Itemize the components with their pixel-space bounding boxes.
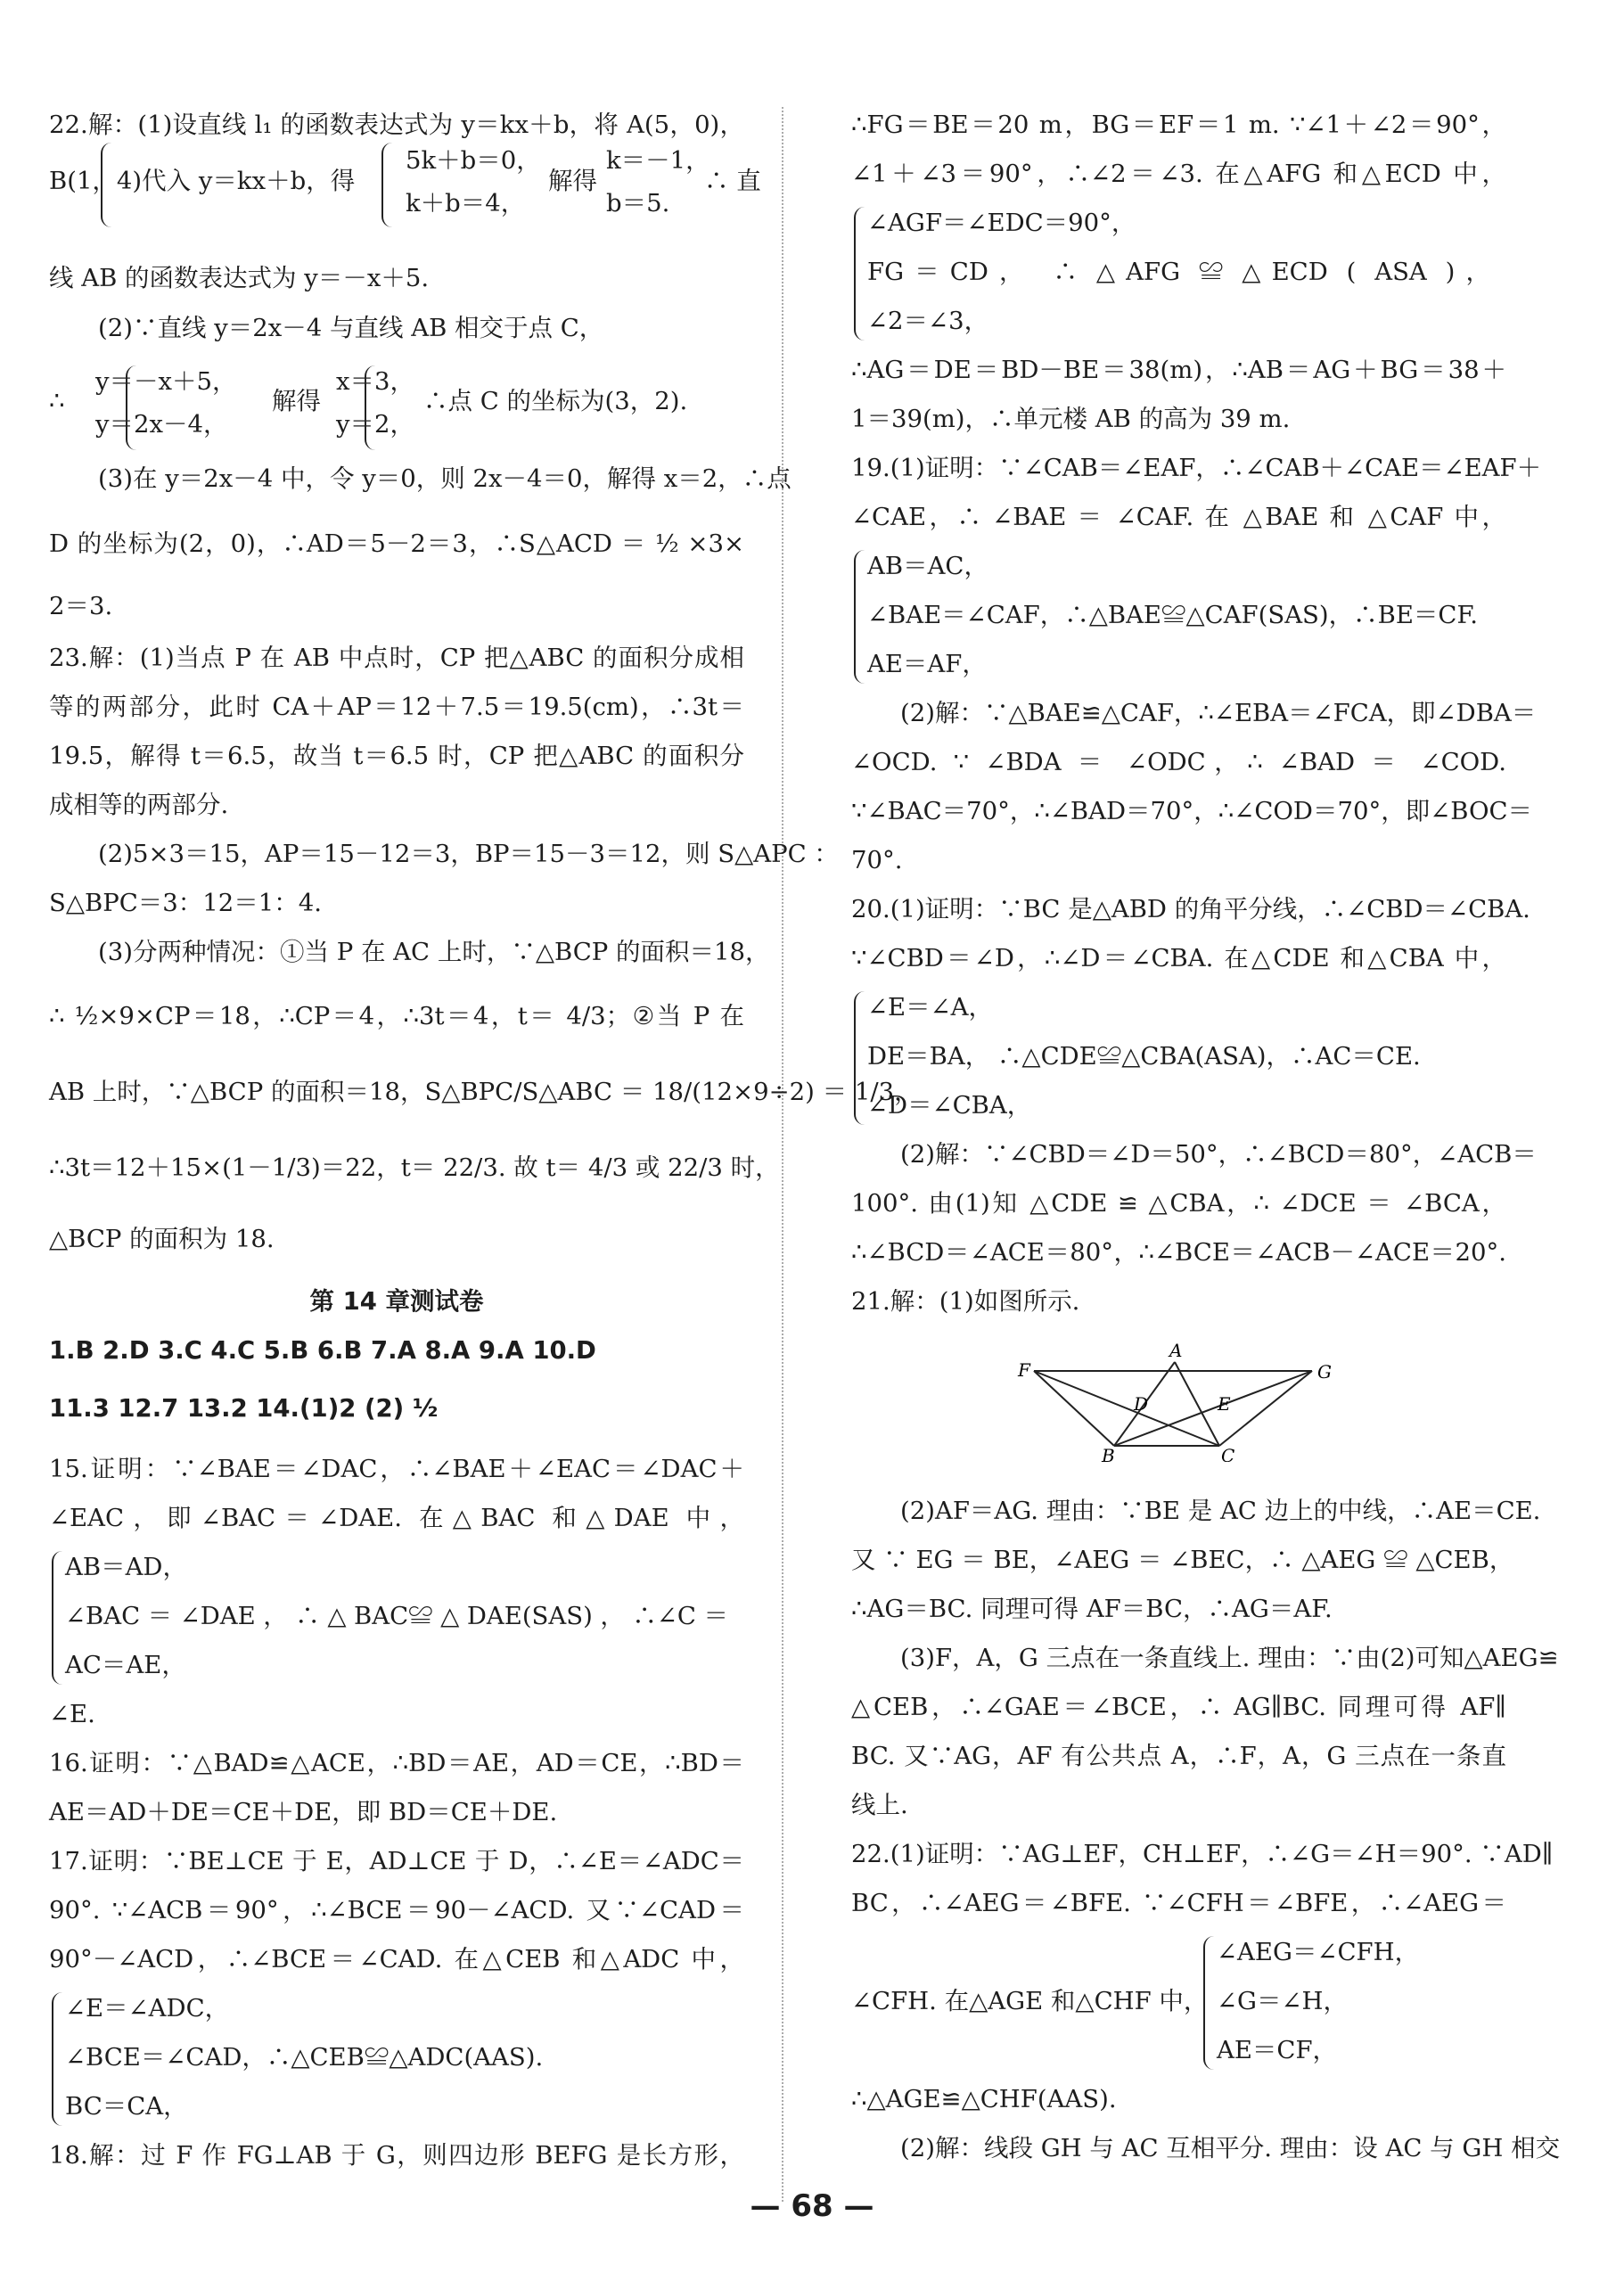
text-line: AE＝AD＋DE＝CE＋DE，即 BD＝CE＋DE. — [49, 1798, 558, 1826]
text-line: 等的两部分，此时 CA＋AP＝12＋7.5＝19.5(cm)，∴3t＝ — [49, 693, 744, 721]
text-line: 线 AB 的函数表达式为 y＝－x＋5. — [49, 264, 430, 292]
text-line: AB 上时，∵△BCP 的面积＝18，S△BPC/S△ABC ＝ 18/(12×9÷2) ＝ 1/3， — [49, 1078, 919, 1106]
text-line: (2)5×3＝15，AP＝15－12＝3，BP＝15－3＝12，则 S△APC ： — [98, 840, 839, 868]
text-line: 线上. — [851, 1791, 908, 1819]
text-line: ∠D＝∠CBA， — [867, 1091, 1032, 1120]
text-line: D 的坐标为(2，0)，∴AD＝5－2＝3，∴S△ACD ＝ ½ ×3× — [49, 529, 744, 558]
text-line: (2)解：∵∠CBD＝∠D＝50°，∴∠BCD＝80°，∠ACB＝ — [900, 1140, 1537, 1169]
text-line: ∠OCD. ∵ ∠BDA ＝ ∠ODC，∴ ∠BAD ＝ ∠COD. — [851, 748, 1506, 776]
text-line: 16.证明：∵△BAD≌△ACE，∴BD＝AE，AD＝CE，∴BD＝ — [49, 1749, 744, 1777]
system-brace — [1203, 1936, 1214, 2070]
text-line: ∴∠BCD＝∠ACE＝80°，∴∠BCE＝∠ACB－∠ACE＝20°. — [851, 1238, 1506, 1267]
text-line: △CEB，∴∠GAE＝∠BCE，∴ AG∥BC. 同理可得 AF∥ — [851, 1693, 1506, 1721]
text-line: BC＝CA， — [65, 2092, 188, 2121]
text-line: ∠BCE＝∠CAD，∴△CEB≌△ADC(AAS). — [65, 2043, 544, 2072]
text-line: 19.(1)证明：∵∠CAB＝∠EAF，∴∠CAB＋∠CAE＝∠EAF＋ — [851, 454, 1542, 482]
text-line: S△BPC＝3：12＝1：4. — [49, 889, 322, 917]
geometry-figure — [1016, 1337, 1355, 1462]
text-line: 成相等的两部分. — [49, 791, 229, 819]
text-line: BC，∴∠AEG＝∠BFE. ∵∠CFH＝∠BFE，∴∠AEG＝ — [851, 1889, 1506, 1917]
system-brace — [854, 207, 865, 341]
text-line: ∴点 C 的坐标为(3，2). — [423, 387, 688, 415]
text-line: 23.解：(1)当点 P 在 AB 中点时，CP 把△ABC 的面积分成相 — [49, 644, 744, 672]
text-line: 解得 — [548, 167, 597, 195]
text-line: AE＝CF， — [1217, 2036, 1338, 2064]
text-line: ∠AEG＝∠CFH， — [1217, 1938, 1420, 1966]
page-number: — 68 — — [750, 2188, 874, 2224]
text-line: (3)分两种情况：①当 P 在 AC 上时，∵△BCP 的面积＝18， — [98, 938, 770, 966]
text-line: 1＝39(m)，∴单元楼 AB 的高为 39 m. — [851, 405, 1291, 433]
text-line: ∠AGF＝∠EDC＝90°， — [867, 209, 1136, 237]
text-line: ∠EAC，即∠BAC＝∠DAE. 在△BAC 和△DAE 中， — [49, 1504, 744, 1532]
text-line: 解得 — [272, 387, 321, 415]
text-line: k＝－1， — [606, 146, 710, 175]
text-line: ∠BAC＝∠DAE，∴△BAC≌△DAE(SAS)，∴∠C＝ — [65, 1602, 728, 1630]
text-line: ∴△AGE≌△CHF(AAS). — [851, 2085, 1117, 2113]
text-line: 22.解：(1)设直线 l₁ 的函数表达式为 y＝kx＋b，将 A(5，0)， — [49, 111, 744, 139]
label-G: G — [1317, 1361, 1332, 1383]
text-line: DE＝BA， ∴△CDE≌△CBA(ASA)，∴AC＝CE. — [867, 1042, 1421, 1071]
text-line: 21.解：(1)如图所示. — [851, 1287, 1080, 1316]
text-line: FG＝CD， ∴ △AFG ≌ △ECD ( ASA )， — [867, 258, 1490, 286]
label-B: B — [1102, 1445, 1115, 1462]
label-F: F — [1018, 1359, 1030, 1381]
answers-row-2: 11.3 12.7 13.2 14.(1)2 (2) ½ — [49, 1394, 439, 1423]
system-brace — [381, 143, 392, 227]
text-line: y＝－x＋5， — [95, 367, 237, 396]
text-line: b＝5. — [606, 189, 670, 217]
text-line: AC＝AE， — [65, 1651, 186, 1679]
text-line: ∵∠CBD＝∠D，∴∠D＝∠CBA. 在△CDE 和△CBA 中， — [851, 944, 1506, 972]
label-D: D — [1134, 1393, 1149, 1415]
system-brace — [52, 1992, 62, 2126]
text-line: 2＝3. — [49, 592, 113, 620]
text-line: 5k＋b＝0， — [406, 146, 541, 175]
system-brace — [101, 143, 111, 227]
text-line: 20.(1)证明：∵BC 是△ABD 的角平分线，∴∠CBD＝∠CBA. — [851, 895, 1530, 923]
section-title: 第 14 章测试卷 — [309, 1287, 484, 1316]
column-divider — [782, 107, 783, 2202]
label-E: E — [1218, 1393, 1231, 1415]
text-line: ∵∠BAC＝70°，∴∠BAD＝70°，∴∠COD＝70°，即∠BOC＝ — [851, 797, 1533, 825]
text-line: 22.(1)证明：∵AG⊥EF，CH⊥EF，∴∠G＝∠H＝90°. ∵AD∥ — [851, 1840, 1554, 1868]
text-line: 15.证明：∵∠BAE＝∠DAC，∴∠BAE＋∠EAC＝∠DAC＋ — [49, 1455, 744, 1483]
text-line: AE＝AF， — [867, 650, 987, 678]
text-line: 19.5，解得 t＝6.5，故当 t＝6.5 时，CP 把△ABC 的面积分 — [49, 742, 744, 770]
text-line: ∠E＝∠A， — [867, 993, 994, 1022]
system-brace — [52, 1551, 62, 1685]
text-line: 90°－∠ACD，∴∠BCE＝∠CAD. 在△CEB 和△ADC 中， — [49, 1945, 744, 1973]
text-line: AB＝AD， — [65, 1553, 187, 1581]
text-line: ∠BAE＝∠CAF，∴△BAE≌△CAF(SAS)，∴BE＝CF. — [867, 601, 1478, 629]
text-line: △BCP 的面积为 18. — [49, 1225, 275, 1253]
text-line: 又 ∵ EG ＝ BE，∠AEG ＝ ∠BEC，∴ △AEG ≌ △CEB， — [851, 1546, 1514, 1574]
text-line: ∴FG＝BE＝20 m，BG＝EF＝1 m. ∵∠1＋∠2＝90°， — [851, 111, 1506, 139]
text-line: k＋b＝4， — [406, 189, 526, 217]
text-line: ∠E＝∠ADC， — [65, 1994, 230, 2023]
system-brace — [365, 365, 375, 450]
system-brace — [854, 550, 865, 684]
text-line: (3)F，A，G 三点在一条直线上. 理由：∵由(2)可知△AEG≌ — [900, 1644, 1559, 1672]
text-line: ∴AG＝BC. 同理可得 AF＝BC，∴AG＝AF. — [851, 1595, 1333, 1623]
label-C: C — [1221, 1445, 1235, 1462]
system-brace — [854, 991, 865, 1125]
text-line: ∠G＝∠H， — [1217, 1987, 1349, 2015]
text-line: (2)AF＝AG. 理由：∵BE 是 AC 边上的中线，∴AE＝CE. — [900, 1497, 1541, 1525]
text-line: y＝2x－4， — [95, 410, 228, 439]
text-line: x＝3， — [336, 367, 415, 396]
text-line: 17.证明：∵BE⊥CE 于 E，AD⊥CE 于 D，∴∠E＝∠ADC＝ — [49, 1847, 744, 1875]
text-line: ∠1＋∠3＝90°，∴∠2＝∠3. 在△AFG 和△ECD 中， — [851, 160, 1506, 188]
text-line: 18.解：过 F 作 FG⊥AB 于 G，则四边形 BEFG 是长方形， — [49, 2141, 744, 2170]
text-line: ∠CFH. 在△AGE 和△CHF 中， — [851, 1987, 1209, 2015]
text-line: 90°. ∵∠ACB＝90°，∴∠BCE＝90－∠ACD. 又∵∠CAD＝ — [49, 1896, 744, 1924]
text-line: ∴ ½×9×CP＝18，∴CP＝4，∴3t＝4，t＝ 4/3；②当 P 在 — [49, 1002, 744, 1030]
text-line: ∴AG＝DE＝BD－BE＝38(m)，∴AB＝AG＋BG＝38＋ — [851, 356, 1506, 384]
text-line: AB＝AC， — [867, 552, 988, 580]
text-line: ∠CAE，∴ ∠BAE ＝ ∠CAF. 在 △BAE 和 △CAF 中， — [851, 503, 1506, 531]
text-line: y＝2， — [336, 410, 415, 439]
text-line: ∠E. — [49, 1700, 95, 1728]
text-line: ∴ 直 — [704, 167, 761, 195]
text-line: B(1，4)代入 y＝kx＋b，得 — [49, 167, 356, 195]
text-line: (3)在 y＝2x－4 中，令 y＝0，则 2x－4＝0，解得 x＝2，∴点 — [98, 464, 791, 493]
text-line: ∴3t＝12＋15×(1－1/3)＝22，t＝ 22/3. 故 t＝ 4/3 或 22/3 时， — [49, 1153, 780, 1182]
text-line: 70°. — [851, 846, 903, 874]
text-line: BC. 又∵AG，AF 有公共点 A，∴F，A，G 三点在一条直 — [851, 1742, 1506, 1770]
text-line: ∠2＝∠3， — [867, 307, 989, 335]
text-line: (2)解：∵△BAE≌△CAF，∴∠EBA＝∠FCA，即∠DBA＝ — [900, 699, 1537, 727]
text-line: ∴ — [49, 387, 65, 415]
answers-row-1: 1.B 2.D 3.C 4.C 5.B 6.B 7.A 8.A 9.A 10.D — [49, 1336, 596, 1365]
text-line: (2)∵直线 y＝2x－4 与直线 AB 相交于点 C， — [98, 314, 604, 342]
label-A: A — [1169, 1340, 1183, 1361]
text-line: (2)解：线段 GH 与 AC 互相平分. 理由：设 AC 与 GH 相交 — [900, 2134, 1561, 2162]
system-brace — [126, 365, 136, 450]
text-line: 100°. 由(1)知 △CDE ≌ △CBA，∴ ∠DCE ＝ ∠BCA， — [851, 1189, 1506, 1218]
